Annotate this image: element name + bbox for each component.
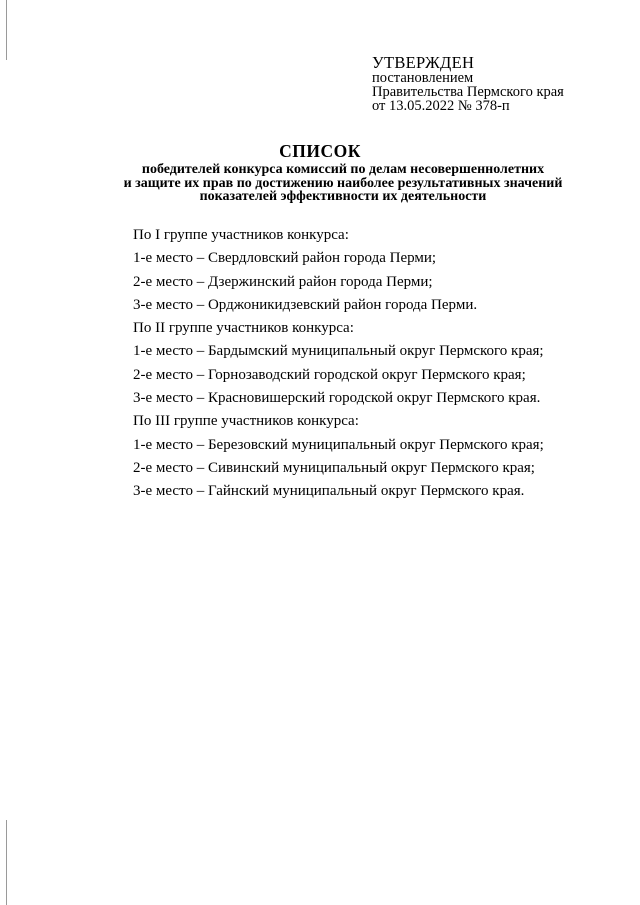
- winners-list: [133, 224, 633, 504]
- scan-edge-line: [6, 0, 7, 60]
- approval-date: от 13.05.2022 № 378-п: [372, 98, 510, 114]
- approval-stamp: [372, 54, 634, 113]
- subtitle-line: и защите их прав по достижению наиболее результативных значений: [123, 175, 563, 191]
- document-subtitle: [0, 163, 640, 204]
- subtitle-line: показателей эффективности их деятельности: [199, 189, 487, 204]
- group-heading: По II группе участников конкурса:: [133, 320, 354, 337]
- approval-line: Правительства Пермского края: [372, 84, 564, 100]
- list-item: 3-е место – Орджоникидзевский район города Перми.: [133, 296, 478, 313]
- list-item: 2-е место – Дзержинский район города Перми;: [133, 273, 433, 290]
- subtitle-line: победителей конкурса комиссий по делам несовершеннолетних: [141, 162, 545, 177]
- list-item: 2-е место – Сивинский муниципальный округ Пермского края;: [133, 459, 535, 476]
- list-item: 2-е место – Горнозаводский городской округ Пермского края;: [133, 366, 526, 383]
- document-title: СПИСОК: [279, 141, 361, 161]
- approval-line: постановлением: [372, 70, 474, 86]
- list-item: 3-е место – Гайнский муниципальный округ Пермского края.: [133, 483, 525, 500]
- scan-edge-line: [6, 820, 7, 905]
- group-heading: По III группе участников конкурса:: [133, 413, 359, 430]
- approval-title: УТВЕРЖДЕН: [372, 53, 475, 72]
- list-item: 1-е место – Свердловский район города Перми;: [133, 250, 437, 267]
- list-item: 3-е место – Красновишерский городской округ Пермского края.: [133, 390, 541, 407]
- group-heading: По I группе участников конкурса:: [133, 227, 349, 243]
- list-item: 1-е место – Березовский муниципальный округ Пермского края;: [133, 436, 544, 453]
- list-item: 1-е место – Бардымский муниципальный округ Пермского края;: [133, 343, 544, 360]
